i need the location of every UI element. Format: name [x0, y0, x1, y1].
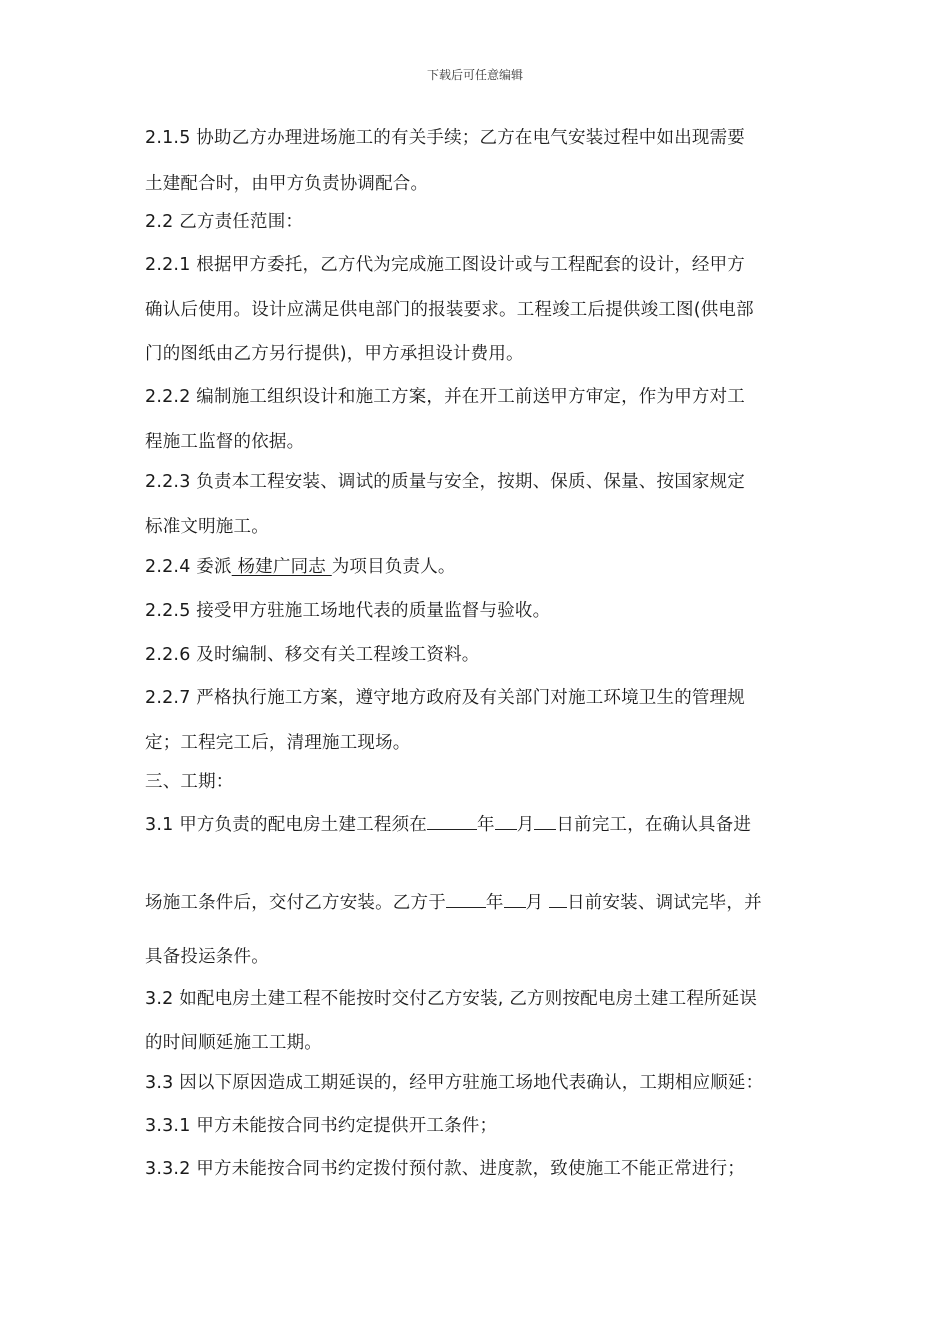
blank-year — [446, 889, 486, 908]
clause-number: 2.2.5 — [145, 601, 191, 621]
clause-number: 3.3.2 — [145, 1159, 191, 1179]
clause-text: 因以下原因造成工期延误的，经甲方驻施工场地代表确认，工期相应顺延： — [179, 1073, 764, 1093]
clause-text: 乙方责任范围： — [179, 212, 304, 232]
year-label: 年 — [485, 893, 504, 913]
month-label: 月 — [525, 893, 550, 913]
clause-2-2-2 — [145, 385, 745, 409]
clause-text: 具备投运条件。 — [145, 947, 269, 967]
clause-text: 日前完工，在确认具备进 — [556, 815, 752, 835]
page-header: 下载后可任意编辑 — [426, 68, 523, 82]
clause-text: 负责本工程安装、调试的质量与安全，按期、保质、保量、按国家规定 — [196, 472, 745, 492]
clause-2-2-6 — [145, 643, 480, 667]
clause-number: 2.2.6 — [145, 645, 191, 665]
section-3-heading — [145, 770, 234, 794]
blank-month — [495, 811, 517, 830]
clause-text: 程施工监督的依据。 — [145, 432, 305, 452]
clause-text: 编制施工组织设计和施工方案，并在开工前送甲方审定，作为甲方对工 — [196, 387, 745, 407]
clause-number: 2.2.2 — [145, 387, 191, 407]
year-label: 年 — [477, 815, 495, 835]
clause-text: 日前安装、调试完毕，并 — [567, 893, 762, 913]
clause-3-3 — [145, 1071, 763, 1095]
clause-number: 2.2.1 — [145, 255, 191, 275]
clause-text: 及时编制、移交有关工程竣工资料。 — [196, 645, 480, 665]
clause-2-2-2-cont — [145, 430, 304, 454]
clause-text: 确认后使用。设计应满足供电部门的报装要求。工程竣工后提供竣工图(供电部 — [145, 300, 754, 320]
clause-2-2-1-cont-1 — [145, 298, 754, 322]
clause-2-2-3-cont — [145, 515, 269, 539]
clause-number: 2.2 — [145, 212, 174, 232]
month-label: 月 — [516, 815, 535, 835]
clause-3-3-1 — [145, 1114, 497, 1138]
clause-text: 委派 — [196, 557, 232, 577]
clause-number: 3.3 — [145, 1073, 174, 1093]
clause-number: 3.2 — [145, 989, 174, 1009]
clause-text: 场施工条件后，交付乙方安装。乙方于 — [145, 893, 446, 913]
project-manager-name: 杨建广同志 — [231, 557, 332, 577]
blank-month — [504, 889, 526, 908]
clause-2-2-7-cont — [145, 731, 411, 755]
clause-text: 根据甲方委托，乙方代为完成施工图设计或与工程配套的设计，经甲方 — [196, 255, 745, 275]
clause-text: 甲方负责的配电房土建工程须在 — [179, 815, 428, 835]
clause-2-2-3 — [145, 470, 745, 494]
clause-2-2-5 — [145, 599, 550, 623]
clause-3-3-2 — [145, 1157, 745, 1181]
section-title: 三、工期： — [145, 772, 234, 792]
clause-2-2-4 — [145, 555, 456, 579]
clause-text: 协助乙方办理进场施工的有关手续；乙方在电气安装过程中如出现需要 — [196, 128, 745, 148]
clause-2-2-1 — [145, 253, 745, 277]
blank-day — [534, 811, 556, 830]
clause-text: 标准文明施工。 — [145, 517, 269, 537]
clause-3-2 — [145, 987, 757, 1011]
clause-number: 2.2.7 — [145, 688, 191, 708]
clause-number: 3.3.1 — [145, 1116, 191, 1136]
clause-text: 甲方未能按合同书约定提供开工条件； — [196, 1116, 498, 1136]
blank-day — [549, 889, 567, 908]
clause-2-1-5 — [145, 126, 745, 150]
clause-number: 3.1 — [145, 815, 174, 835]
clause-text: 为项目负责人。 — [331, 557, 456, 577]
clause-3-1 — [145, 811, 751, 837]
clause-text: 定；工程完工后，清理施工现场。 — [145, 733, 411, 753]
section-2-2-heading — [145, 210, 303, 234]
clause-text: 严格执行施工方案，遵守地方政府及有关部门对施工环境卫生的管理规 — [196, 688, 745, 708]
clause-text: 如配电房土建工程不能按时交付乙方安装, 乙方则按配电房土建工程所延误 — [179, 989, 758, 1009]
clause-number: 2.1.5 — [145, 128, 191, 148]
clause-text: 的时间顺延施工工期。 — [145, 1033, 322, 1053]
clause-number: 2.2.4 — [145, 557, 191, 577]
clause-text: 接受甲方驻施工场地代表的质量监督与验收。 — [196, 601, 551, 621]
clause-3-2-cont — [145, 1031, 322, 1055]
clause-text: 门的图纸由乙方另行提供)，甲方承担设计费用。 — [145, 344, 524, 364]
clause-text: 甲方未能按合同书约定拨付预付款、进度款，致使施工不能正常进行； — [196, 1159, 745, 1179]
clause-2-2-7 — [145, 686, 745, 710]
blank-year — [427, 811, 477, 830]
clause-number: 2.2.3 — [145, 472, 191, 492]
clause-text: 土建配合时，由甲方负责协调配合。 — [145, 174, 429, 194]
clause-3-1-cont-1 — [145, 889, 762, 915]
clause-2-1-5-cont — [145, 172, 428, 196]
clause-3-1-cont-2 — [145, 945, 269, 969]
clause-2-2-1-cont-2 — [145, 342, 524, 366]
